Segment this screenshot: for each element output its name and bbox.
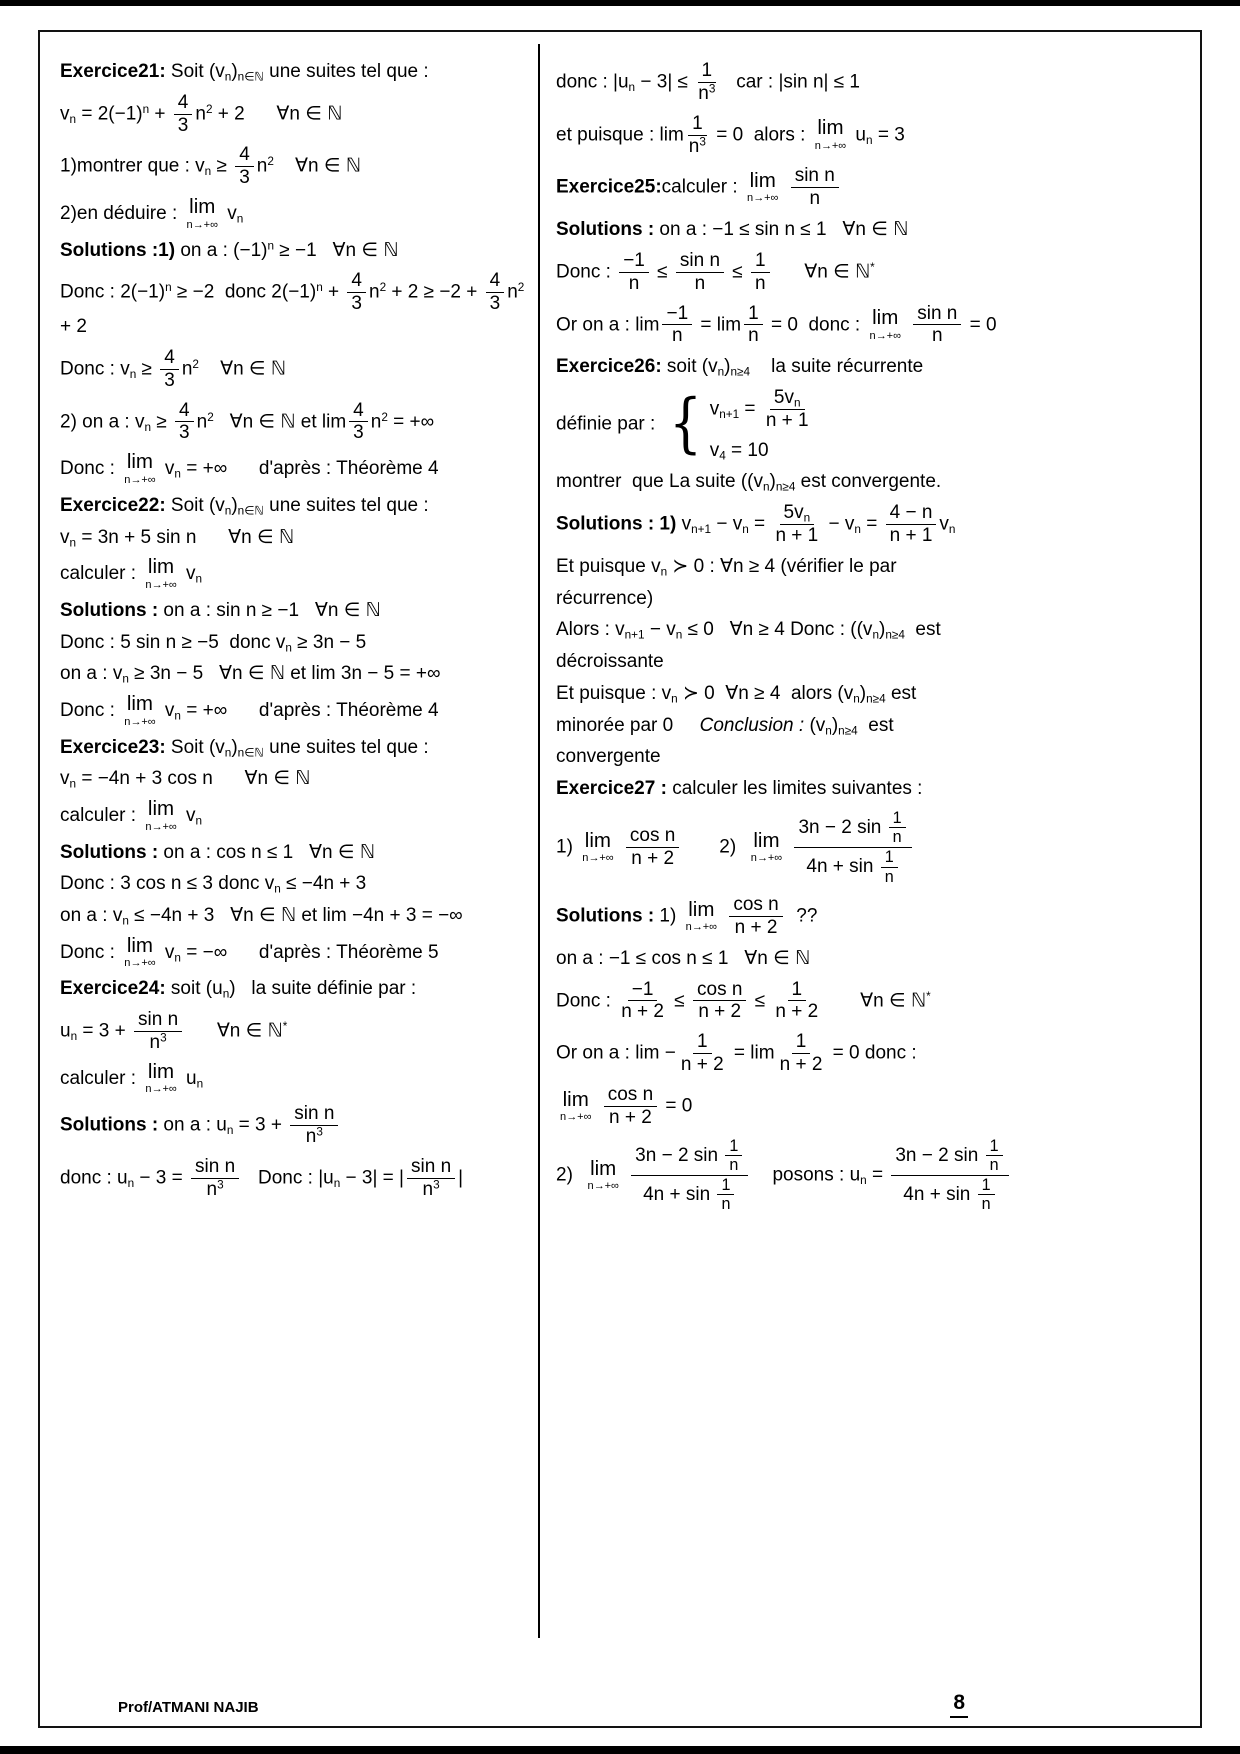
- math-line-left-7: 2) on a : $v_n$ ≥ $\frac{4}{3}$ $n^2$ ∀n ∈ ℕ et lim $\frac{4}{3}$ $n^2$ = +∞: [60, 399, 435, 444]
- math-line-right-9: Solutions : 1) $v_{n+1} - v_n$ = $\frac{5v_n}{n + 1}$ − $v_n$ = $\frac{4 - n}{n + 1}$ $v_n$: [556, 502, 956, 546]
- math-line-right-15: minorée par 0 Conclusion : $(v_n)_{n\ge 4}$ est: [556, 714, 894, 738]
- fraction: $\frac{1}{n + 2}$: [779, 1031, 823, 1076]
- page-number: 8: [950, 1691, 968, 1718]
- math-line-left-6: Donc : $v_n$ ≥ $\frac{4}{3}$ $n^2$ ∀n ∈ ℕ: [60, 346, 286, 391]
- math-line-right-3: Solutions : on a : −1 ≤ sin n ≤ 1 ∀n ∈ ℕ: [556, 219, 909, 241]
- fraction: $\frac{\text{sin n}}{n^3}$: [290, 1103, 338, 1148]
- fraction: $\frac{1}{n}$: [986, 1137, 1003, 1175]
- fraction: $\frac{\text{sin n}}{n}$: [676, 250, 724, 295]
- fraction: $\frac{\text{sin n}}{n^3}$: [134, 1009, 182, 1054]
- fraction: $\frac{4}{3}$: [347, 270, 366, 315]
- fraction: $\frac{-1}{n}$: [619, 250, 649, 295]
- math-line-right-21: Donc : $\frac{-1}{n + 2}$ ≤ $\frac{\text{cos n}}{n + 2}$ ≤ $\frac{1}{n + 2}$ ∀n ∈ ℕ*: [556, 978, 931, 1023]
- math-line-left-22: Donc : lim n→+∞ $v_n$ = −∞ d'après : Théorème 5: [60, 933, 439, 970]
- math-line-right-19: Solutions : 1) lim n→+∞ $\frac{\text{cos n}}{n + 2}$ ??: [556, 894, 818, 938]
- math-line-left-26: Solutions : on a : $u_n = 3$ + $\frac{\text{sin n}}{n^3}$: [60, 1103, 532, 1148]
- limit-operator: lim n→+∞: [582, 828, 614, 865]
- limit-operator: lim n→+∞: [124, 933, 156, 970]
- math-line-right-10: Et puisque $v_n$ ≻ 0 : ∀n ≥ 4 (vérifier le par: [556, 555, 897, 579]
- math-line-left-8: Donc : lim n→+∞ $v_n$ = +∞ d'après : Théorème 4: [60, 450, 439, 486]
- fraction: $\frac{\text{sin n}}{n^3}$: [191, 1156, 239, 1201]
- fraction: $\frac{-1}{n}$: [662, 303, 692, 348]
- page-bottom-edge: [0, 1746, 1240, 1754]
- math-line-left-0: Exercice21: Soit $(v_n)_{n\in ℕ}$ une suites tel que :: [60, 61, 429, 84]
- fraction: $\frac{4 - n}{n + 1}$: [886, 502, 937, 547]
- fraction: $\frac{\text{sin n}}{n}$: [791, 165, 839, 210]
- fraction: $\frac{4}{3}$: [486, 270, 505, 315]
- fraction: $\frac{\text{sin n}}{n^3}$: [407, 1156, 455, 1201]
- cases-system: { $v_{n+1}$ = $\frac{5v_n}{n + 1}$ $v_4 = 10$: [668, 386, 809, 463]
- math-line-right-5: Or on a : lim $\frac{-1}{n}$ = lim $\frac{1}{n}$ = 0 donc : lim n→+∞ $\frac{\text{sin n}}{n}$ = 0: [556, 302, 997, 347]
- math-line-left-11: calculer : lim n→+∞ $v_n$: [60, 555, 203, 591]
- limit-operator: lim n→+∞: [145, 555, 177, 591]
- math-line-right-8: montrer que La suite ($(v_n)_{n\ge 4}$ est convergente.: [556, 471, 942, 494]
- math-line-left-15: Donc : lim n→+∞ $v_n$ = +∞ d'après : Théorème 4: [60, 692, 439, 728]
- fraction: $\frac{\text{cos n}}{n + 2}$: [604, 1084, 657, 1129]
- math-line-right-14: Et puisque : $v_n$ ≻ 0 ∀n ≥ 4 alors $(v_n)_{n\ge 4}$ est: [556, 682, 917, 706]
- math-line-right-20: on a : −1 ≤ cos n ≤ 1 ∀n ∈ ℕ: [556, 947, 811, 969]
- math-line-left-13: Donc : 5 sin n ≥ −5 donc $v_n \ge 3n - 5$: [60, 631, 367, 655]
- limit-operator: lim n→+∞: [814, 116, 847, 152]
- footer-author: Prof/ATMANI NAJIB: [118, 1699, 259, 1716]
- limit-operator: lim n→+∞: [560, 1087, 592, 1124]
- fraction: 3n − 2 sin $\frac{1}{n}$ 4n + sin $\frac{1}{n}$: [891, 1137, 1008, 1214]
- fraction: 3n − 2 sin $\frac{1}{n}$ 4n + sin $\frac{1}{n}$: [631, 1137, 748, 1214]
- fraction: $\frac{\text{cos n}}{n + 2}$: [693, 979, 746, 1024]
- page-content: [46, 40, 1194, 1684]
- math-line-left-25: calculer : lim n→+∞ $u_n$: [60, 1059, 204, 1096]
- fraction: $\frac{5v_n}{n + 1}$: [765, 386, 809, 431]
- math-line-right-7: définie par : { $v_{n+1}$ = $\frac{5v_n}{n + 1}$ $v_4 = 10$: [556, 387, 1192, 462]
- math-line-left-23: Exercice24: soit $(u_n)$ la suite définie par :: [60, 978, 417, 1001]
- math-line-left-14: on a : $v_n \ge 3n - 5$ ∀n ∈ ℕ et lim 3n − 5 = +∞: [60, 663, 441, 686]
- page-top-edge: [0, 0, 1240, 6]
- fraction: $\frac{1}{n}$: [717, 1176, 734, 1214]
- math-line-left-18: calculer : lim n→+∞ $v_n$: [60, 797, 203, 833]
- fraction: $\frac{1}{n}$: [889, 809, 906, 847]
- fraction: $\frac{4}{3}$: [160, 347, 179, 392]
- fraction: $\frac{\text{cos n}}{n + 2}$: [729, 894, 782, 939]
- limit-operator: lim n→+∞: [124, 450, 156, 486]
- math-line-right-2: Exercice25:calculer : lim n→+∞ $\frac{\text{sin n}}{n}$: [556, 165, 1192, 210]
- limit-operator: lim n→+∞: [750, 828, 783, 865]
- math-line-left-19: Solutions : on a : cos n ≤ 1 ∀n ∈ ℕ: [60, 841, 375, 863]
- math-line-left-1: $v_n = 2(-1)^n$ + $\frac{4}{3}$ $n^2 + 2$ ∀n ∈ ℕ: [60, 91, 343, 136]
- fraction: $\frac{1}{n + 2}$: [680, 1031, 724, 1076]
- math-line-right-17: Exercice27 : calculer les limites suivantes :: [556, 778, 923, 800]
- limit-operator: lim n→+∞: [186, 195, 218, 231]
- fraction: 3n − 2 sin $\frac{1}{n}$ 4n + sin $\frac{1}{n}$: [794, 809, 911, 886]
- fraction: $\frac{4}{3}$: [174, 92, 193, 137]
- math-line-right-24: 2) lim n→+∞ 3n − 2 sin $\frac{1}{n}$ 4n + sin $\frac{1}{n}$ posons : $u_n$ = 3n − 2 sin $\frac{1}{n}$ 4n + sin $\frac{1}{n}$: [556, 1137, 1192, 1214]
- fraction: $\frac{1}{n}$: [751, 250, 770, 295]
- fraction: $\frac{4}{3}$: [235, 144, 254, 189]
- math-line-left-27: donc : $u_n - 3$ = $\frac{\text{sin n}}{n^3}$ Donc : $|u_n - 3|$ = | $\frac{\text{sin n}}{n^3}$ |: [60, 1156, 464, 1200]
- math-line-right-0: donc : $|u_n - 3|$ ≤ $\frac{1}{n^3}$ car : |sin n| ≤ 1: [556, 60, 860, 104]
- math-line-right-22: Or on a : lim − $\frac{1}{n + 2}$ = lim $\frac{1}{n + 2}$ = 0 donc :: [556, 1031, 917, 1076]
- left-brace: {: [668, 386, 702, 462]
- math-line-right-6: Exercice26: soit $(v_n)_{n\ge 4}$ la suite récurrente: [556, 356, 924, 379]
- limit-operator: lim n→+∞: [869, 306, 901, 342]
- math-line-right-18: 1) lim n→+∞ $\frac{\text{cos n}}{n + 2}$ 2) lim n→+∞ 3n − 2 sin $\frac{1}{n}$ 4n + sin $\frac{1}{n}$: [556, 809, 1192, 886]
- fraction: $\frac{4}{3}$: [349, 400, 368, 445]
- math-line-left-9: Exercice22: Soit $(v_n)_{n\in ℕ}$ une suites tel que :: [60, 494, 429, 518]
- fraction: $\frac{1}{n}$: [744, 303, 763, 348]
- math-line-left-10: $v_n = 3n + 5$ sin n ∀n ∈ ℕ: [60, 526, 295, 550]
- math-line-left-20: Donc : 3 cos n ≤ 3 donc $v_n \le -4n + 3$: [60, 873, 367, 896]
- limit-operator: lim n→+∞: [145, 797, 177, 833]
- fraction: $\frac{1}{n + 2}$: [775, 978, 819, 1023]
- fraction: $\frac{4}{3}$: [175, 400, 194, 445]
- fraction: $\frac{\text{sin n}}{n}$: [913, 303, 961, 348]
- limit-operator: lim n→+∞: [145, 1059, 177, 1096]
- fraction: $\frac{1}{n^3}$: [688, 112, 706, 157]
- fraction: $\frac{\text{cos n}}{n + 2}$: [626, 825, 679, 870]
- right-column: [540, 40, 1194, 1684]
- math-line-left-17: $v_n = -4n + 3$ cos n ∀n ∈ ℕ: [60, 768, 311, 791]
- limit-operator: lim n→+∞: [746, 168, 779, 205]
- limit-operator: lim n→+∞: [124, 692, 156, 728]
- fraction: $\frac{1}{n}$: [978, 1176, 995, 1214]
- math-line-left-16: Exercice23: Soit $(v_n)_{n\in ℕ}$ une suites tel que :: [60, 736, 429, 760]
- math-line-left-4: Solutions :1) on a : $(-1)^n \ge -1$ ∀n ∈ ℕ: [60, 239, 399, 261]
- left-column: [46, 40, 538, 1684]
- math-line-right-16: convergente: [556, 746, 661, 768]
- math-line-right-1: et puisque : lim $\frac{1}{n^3}$ = 0 alors : lim n→+∞ $u_n = 3$: [556, 112, 905, 157]
- math-line-right-4: Donc : $\frac{-1}{n}$ ≤ $\frac{\text{sin n}}{n}$ ≤ $\frac{1}{n}$ ∀n ∈ ℕ*: [556, 249, 875, 294]
- fraction: $\frac{1}{n^3}$: [698, 60, 716, 104]
- math-line-left-12: Solutions : on a : sin n ≥ −1 ∀n ∈ ℕ: [60, 599, 381, 621]
- math-line-left-24: $u_n = 3$ + $\frac{\text{sin n}}{n^3}$ ∀n ∈ ℕ*: [60, 1009, 288, 1053]
- math-line-right-11: récurrence): [556, 587, 654, 609]
- math-line-left-21: on a : $v_n \le -4n + 3$ ∀n ∈ ℕ et lim −4n + 3 = −∞: [60, 905, 463, 928]
- limit-operator: lim n→+∞: [685, 897, 718, 934]
- fraction: $\frac{5v_n}{n + 1}$: [775, 502, 819, 546]
- math-line-left-2: 1)montrer que : $v_n$ ≥ $\frac{4}{3}$ $n^2$ ∀n ∈ ℕ: [60, 144, 361, 189]
- fraction: $\frac{-1}{n + 2}$: [621, 978, 664, 1023]
- math-line-left-5: Donc : $2(-1)^n \ge -2$ donc $2(-1)^n$ + $\frac{4}{3}$ $n^2 + 2 \ge -2$ + $\frac{4}{3}$ $n^2 + 2$: [60, 270, 525, 338]
- math-line-right-23: lim n→+∞ $\frac{\text{cos n}}{n + 2}$ = 0: [560, 1083, 693, 1128]
- fraction: $\frac{1}{n}$: [881, 848, 898, 886]
- limit-operator: lim n→+∞: [587, 1156, 619, 1193]
- math-line-left-3: 2)en déduire : lim n→+∞ $v_n$: [60, 195, 244, 231]
- fraction: $\frac{1}{n}$: [725, 1137, 742, 1175]
- math-line-right-12: Alors : $v_{n+1} - v_n \le 0$ ∀n ≥ 4 Donc : ($(v_n)_{n\ge 4}$ est: [556, 619, 941, 642]
- math-line-right-13: décroissante: [556, 651, 664, 673]
